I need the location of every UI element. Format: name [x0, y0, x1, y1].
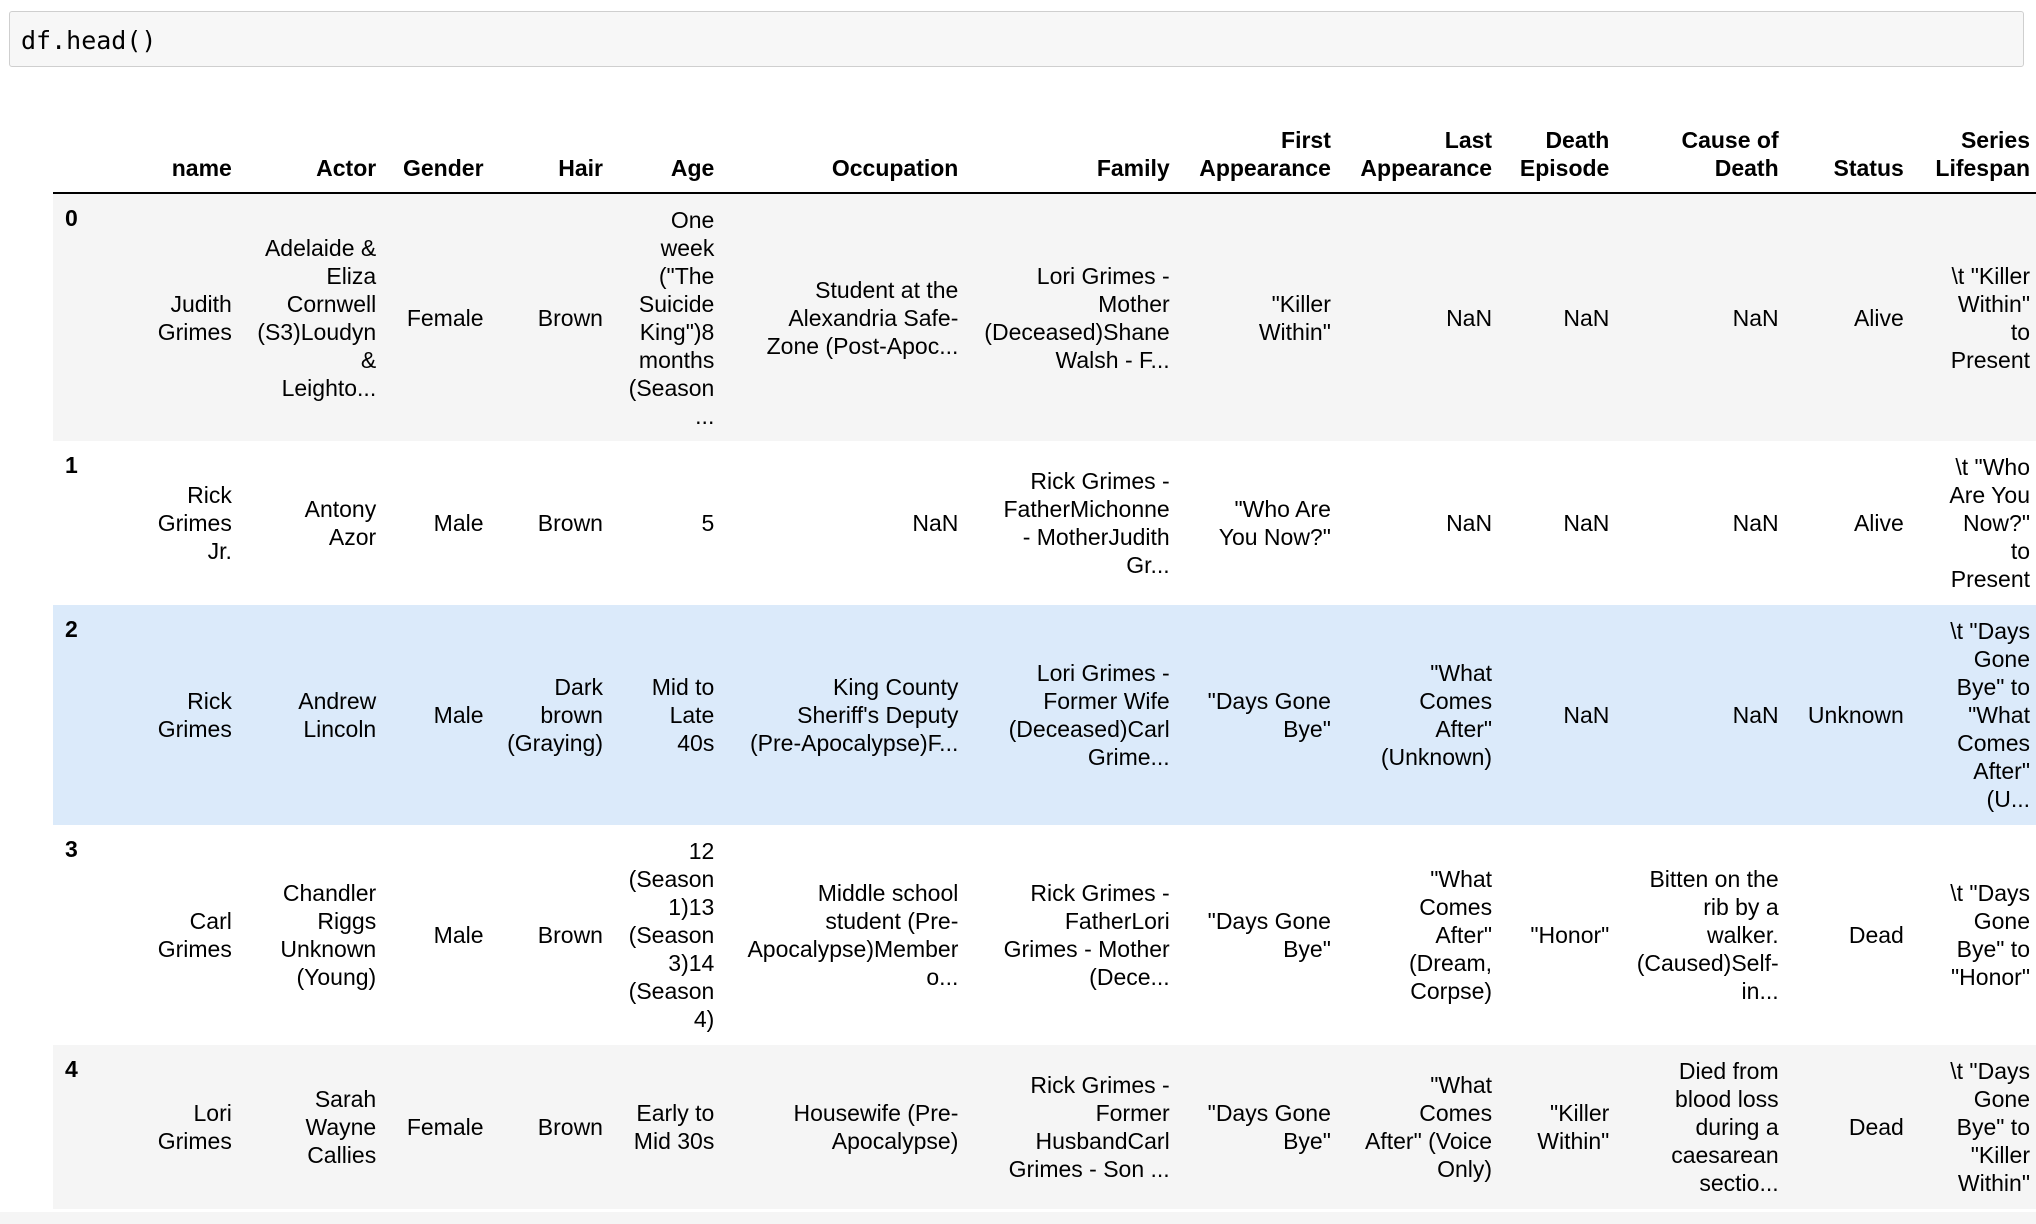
dataframe-table — [53, 105, 2036, 1209]
table-cell: Rick Grimes - Former HusbandCarl Grimes - Son ... — [1008, 1072, 1170, 1182]
table-cell: 12 (Season 1)13 (Season 3)14 (Season 4) — [628, 838, 715, 1032]
column-header — [238, 105, 382, 193]
table-cell: Male — [433, 922, 484, 948]
table-cell: "What Comes After" (Unknown) — [1380, 660, 1493, 770]
table-cell: Rick Grimes - FatherLori Grimes - Mother (Dece... — [1003, 880, 1170, 990]
column-header — [609, 105, 720, 193]
column-header — [1615, 105, 1784, 193]
table-cell: Dead — [1848, 1114, 1904, 1140]
table-cell: "Days Gone Bye" — [1207, 908, 1331, 962]
table-cell: Unknown — [1807, 702, 1904, 728]
table-cell: Female — [406, 304, 484, 331]
table-cell: Mid to Late 40s — [651, 674, 715, 756]
row-index: 2 — [65, 616, 78, 642]
table-cell: NaN — [1446, 304, 1493, 331]
column-header — [964, 105, 1175, 193]
table-cell: Died from blood loss during a caesarean sectio... — [1671, 1058, 1779, 1196]
table-cell: "Days Gone Bye" — [1207, 1100, 1331, 1154]
column-header-label: Gender — [403, 155, 484, 181]
table-cell: Dark brown (Graying) — [507, 674, 603, 756]
table-cell: Lori Grimes - Mother (Deceased)Shane Walsh - F... — [984, 262, 1170, 373]
table-cell: Carl Grimes — [157, 908, 232, 962]
table-cell: Dead — [1848, 922, 1904, 948]
code-text[interactable]: df.head() — [21, 26, 157, 55]
row-index: 4 — [65, 1056, 78, 1082]
table-row-hovered — [53, 605, 2036, 825]
table-cell: NaN — [1732, 304, 1779, 331]
column-header — [382, 105, 489, 193]
code-cell-input[interactable] — [9, 11, 2024, 67]
table-cell: "What Comes After" (Voice Only) — [1365, 1072, 1493, 1182]
column-header-label: Actor — [316, 155, 377, 181]
table-cell: Male — [433, 510, 484, 536]
table-cell: Brown — [537, 922, 603, 948]
column-header — [1498, 105, 1615, 193]
table-cell: Antony Azor — [304, 496, 377, 550]
column-header-label: name — [171, 155, 232, 181]
table-cell: NaN — [1732, 510, 1779, 536]
row-index: 1 — [65, 452, 78, 478]
column-header-label: Last Appearance — [1360, 127, 1493, 181]
table-row — [53, 825, 2036, 1045]
table-cell: King County Sheriff's Deputy (Pre-Apocalypse)F... — [750, 674, 959, 756]
table-cell: Adelaide & Eliza Cornwell (S3)Loudyn & Leighto... — [257, 234, 377, 401]
column-header-label: Status — [1833, 155, 1904, 181]
table-cell: "Killer Within" — [1258, 290, 1331, 345]
output-area-bottom — [0, 1212, 2036, 1224]
table-cell: "What Comes After" (Dream, Corpse) — [1409, 866, 1493, 1004]
table-cell: NaN — [1563, 510, 1610, 536]
column-header-label: Series Lifespan — [1935, 127, 2030, 181]
table-cell: Brown — [537, 1114, 603, 1140]
table-cell: NaN — [1563, 702, 1610, 728]
table-cell: Student at the Alexandria Safe- Zone (Post-Apoc... — [766, 276, 959, 359]
table-cell: Brown — [537, 510, 603, 536]
table-cell: Sarah Wayne Callies — [305, 1086, 377, 1168]
table-cell: \t "Days Gone Bye" to "Honor" — [1950, 880, 2030, 990]
table-cell: Lori Grimes — [157, 1100, 232, 1154]
table-cell: One week ("The Suicide King")8 months (Season ... — [628, 206, 715, 429]
table-cell: Lori Grimes - Former Wife (Deceased)Carl Grime... — [1008, 660, 1170, 770]
table-cell: NaN — [1732, 702, 1779, 728]
table-cell: Rick Grimes Jr. — [157, 482, 232, 564]
column-header — [1337, 105, 1498, 193]
table-cell: NaN — [1446, 510, 1493, 536]
row-index: 3 — [65, 836, 78, 862]
table-cell: Chandler Riggs Unknown (Young) — [280, 880, 377, 990]
column-header-label: Family — [1096, 155, 1170, 181]
header-row — [53, 105, 2036, 193]
column-header-label: Cause of Death — [1681, 127, 1779, 181]
column-header-label: Hair — [558, 155, 603, 181]
table-cell: \t "Killer Within" to Present — [1950, 262, 2030, 373]
table-cell: Brown — [537, 304, 603, 331]
table-cell: Housewife (Pre- Apocalypse) — [793, 1100, 959, 1154]
column-header — [1785, 105, 1910, 193]
column-header-label: Age — [670, 155, 715, 181]
table-cell: "Honor" — [1530, 922, 1610, 948]
table-cell: Male — [433, 702, 484, 728]
table-row — [53, 441, 2036, 605]
table-cell: Alive — [1853, 304, 1904, 331]
column-header — [1176, 105, 1337, 193]
table-row — [53, 193, 2036, 441]
table-cell: Bitten on the rib by a walker. (Caused)Self- in... — [1636, 866, 1779, 1004]
table-cell: "Who Are You Now?" — [1218, 496, 1331, 550]
table-cell: Rick Grimes — [157, 688, 232, 742]
table-cell: NaN — [1563, 304, 1610, 331]
table-cell: Early to Mid 30s — [633, 1100, 715, 1154]
table-cell: Alive — [1853, 510, 1904, 536]
table-cell: "Killer Within" — [1537, 1100, 1610, 1154]
column-header — [1910, 105, 2036, 193]
row-index: 0 — [65, 205, 78, 231]
column-header — [100, 105, 238, 193]
column-header-label: Death Episode — [1519, 127, 1610, 181]
column-header-label: First Appearance — [1199, 127, 1331, 181]
table-cell: "Days Gone Bye" — [1207, 688, 1331, 742]
table-cell: NaN — [912, 510, 959, 536]
table-cell: \t "Days Gone Bye" to "Killer Within" — [1950, 1058, 2030, 1196]
table-cell: Middle school student (Pre- Apocalypse)Member o... — [747, 880, 959, 990]
table-cell: \t "Days Gone Bye" to "What Comes After" (U... — [1950, 618, 2030, 812]
table-cell: Andrew Lincoln — [298, 688, 377, 742]
table-cell: Rick Grimes - FatherMichonne - MotherJudith Gr... — [1003, 468, 1170, 578]
column-header-label: Occupation — [831, 155, 959, 181]
table-cell: 5 — [701, 510, 715, 536]
column-header — [720, 105, 964, 193]
index-header — [53, 105, 100, 193]
table-cell: \t "Who Are You Now?" to Present — [1949, 454, 2030, 592]
table-cell: Female — [406, 1114, 484, 1140]
table-cell: Judith Grimes — [157, 290, 232, 345]
column-header — [490, 105, 609, 193]
table-row — [53, 1045, 2036, 1209]
